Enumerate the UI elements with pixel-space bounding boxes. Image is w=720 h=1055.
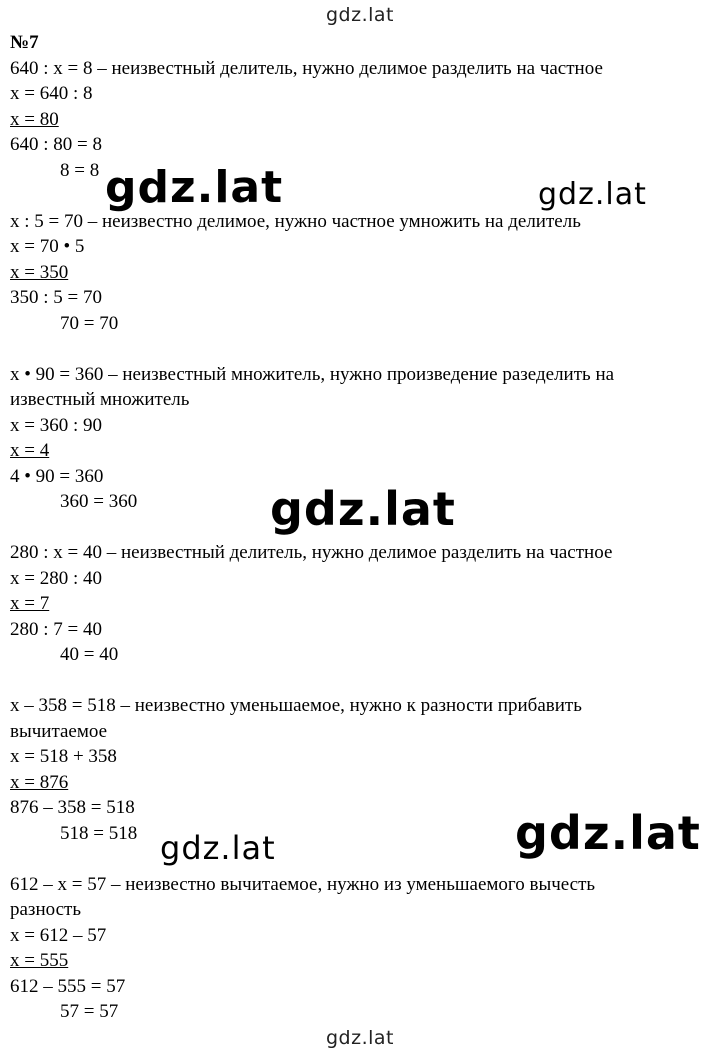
task-step: x = 280 : 40 (10, 567, 102, 589)
task-statement-continued: разность (10, 899, 81, 920)
watermark-overlay: gdz.lat (105, 162, 284, 213)
task-statement-continued: вычитаемое (10, 720, 108, 742)
task-result: 8 = 8 (60, 159, 100, 181)
task-answer: x = 555 (10, 950, 69, 971)
watermark-overlay: gdz.lat (160, 829, 276, 867)
task-result: 57 = 57 (60, 1001, 119, 1022)
watermark-overlay: gdz.lat (270, 482, 456, 536)
task-check: 640 : 80 = 8 (10, 134, 102, 155)
watermark-top: gdz.lat (325, 4, 394, 26)
task-statement: x • 90 = 360 – неизвестный множитель, нужно произведение разеделить на (10, 363, 615, 385)
spacer (10, 668, 715, 694)
task-result: 518 = 518 (60, 822, 138, 844)
task-statement: x : 5 = 70 – неизвестно делимое, нужно частное умножить на делитель (10, 210, 581, 232)
task-answer: x = 4 (10, 440, 50, 461)
task-result: 40 = 40 (60, 644, 119, 665)
task-step: x = 518 + 358 (10, 746, 117, 767)
spacer (10, 336, 715, 362)
task-result: 360 = 360 (60, 491, 138, 512)
task-answer: x = 876 (10, 771, 69, 793)
watermark-overlay: gdz.lat (538, 177, 647, 212)
watermark-bottom: gdz.lat (325, 1027, 394, 1049)
task-statement: 640 : x = 8 – неизвестный делитель, нужно делимое разделить на частное (10, 57, 603, 79)
task-step: x = 612 – 57 (10, 924, 107, 946)
task-6 (10, 872, 715, 1025)
task-statement: x – 358 = 518 – неизвестно уменьшаемое, нужно к разности прибавить (10, 695, 582, 716)
task-check: 4 • 90 = 360 (10, 465, 104, 487)
watermark-overlay: gdz.lat (515, 806, 701, 860)
exercise-number: №7 (10, 32, 39, 53)
task-step: x = 360 : 90 (10, 414, 102, 436)
task-answer: x = 80 (10, 108, 59, 130)
task-4 (10, 540, 715, 668)
task-check: 876 – 358 = 518 (10, 797, 135, 818)
task-statement-continued: известный множитель (10, 389, 190, 410)
task-statement: 280 : x = 40 – неизвестный делитель, нужно делимое разделить на частное (10, 542, 613, 563)
task-result: 70 = 70 (60, 312, 119, 334)
task-step: x = 640 : 8 (10, 83, 93, 104)
task-2 (10, 209, 715, 337)
task-check: 280 : 7 = 40 (10, 618, 102, 640)
task-answer: x = 350 (10, 261, 69, 283)
task-answer: x = 7 (10, 593, 50, 614)
task-statement: 612 – x = 57 – неизвестно вычитаемое, нужно из уменьшаемого вычесть (10, 873, 596, 895)
task-step: x = 70 • 5 (10, 236, 85, 257)
task-check: 612 – 555 = 57 (10, 975, 126, 997)
task-check: 350 : 5 = 70 (10, 287, 102, 308)
